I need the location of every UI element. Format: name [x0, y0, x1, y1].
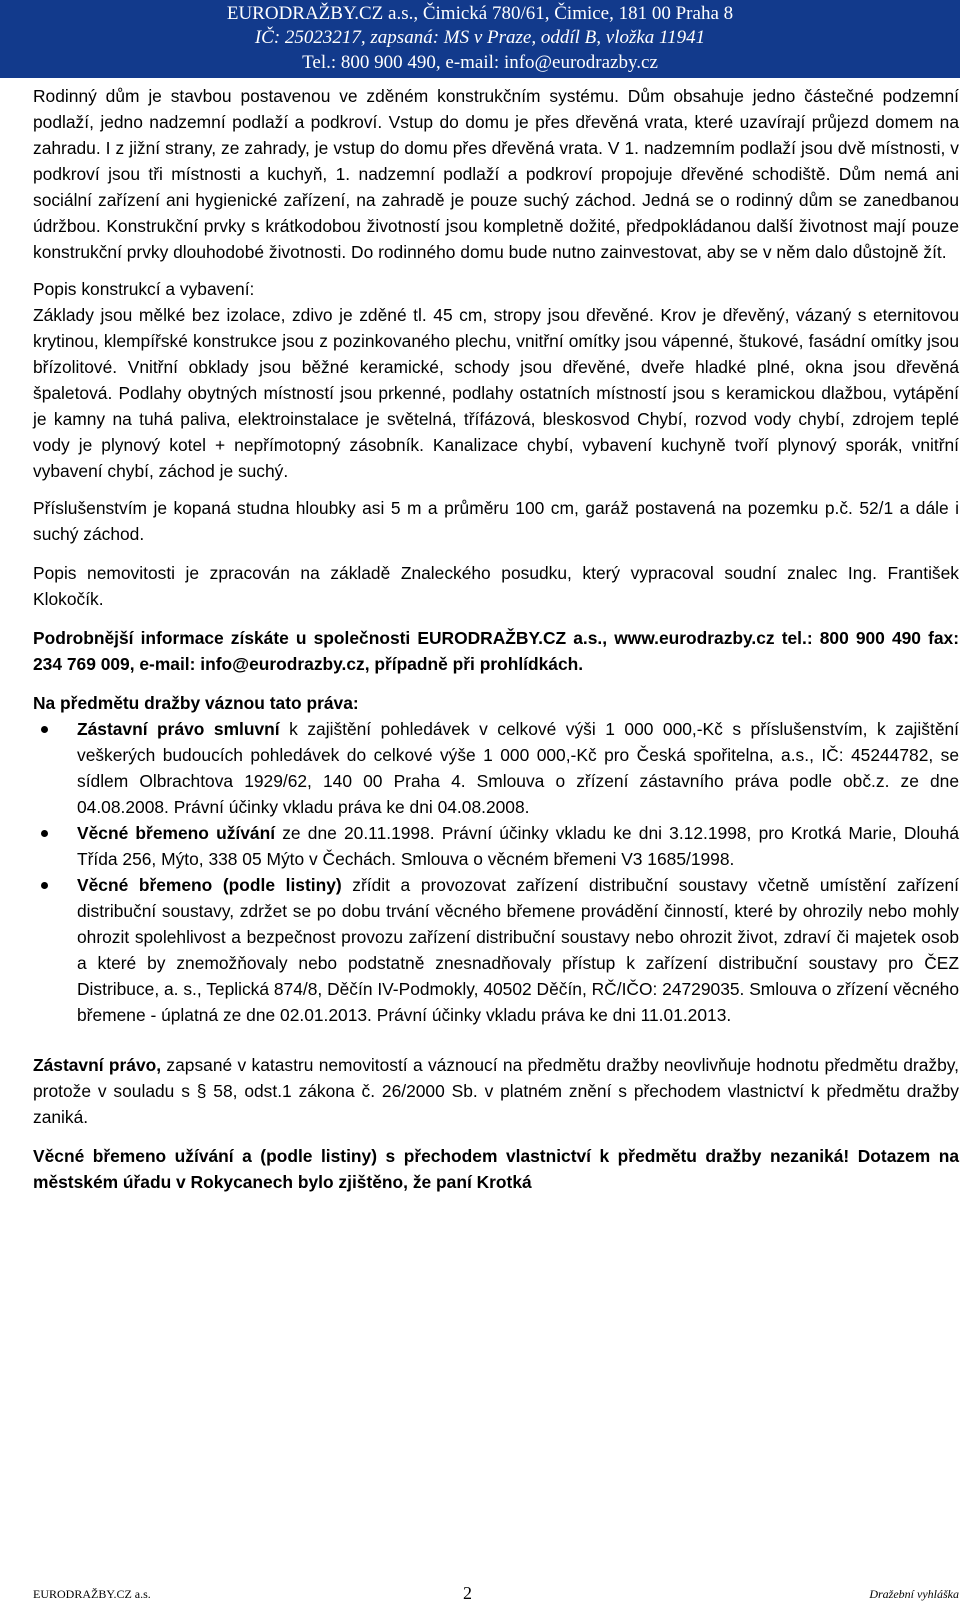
lien-paragraph: [33, 1052, 959, 1130]
lien-title: Zástavní právo,: [33, 1055, 162, 1075]
footer-document-title: Dražební vyhláška: [869, 1587, 959, 1601]
lien-text: zapsané v katastru nemovitostí a váznoucí na předmětu dražby neovlivňuje hodnotu předmětu dražby, protože v souladu s § 58, odst.1 zákona č. 26/2000 Sb. v platném znění s přechodem vlastnictví k předmětu dražby zaniká.: [33, 1055, 959, 1127]
page-footer: [33, 1585, 959, 1605]
right-text: ze dne 20.11.1998. Právní účinky vkladu ke dni 3.12.1998, pro Krotká Marie, Dlouhá Třída 256, Mýto, 338 05 Mýto v Čechách. Smlouva o věcném břemeni V3 1685/1998.: [77, 823, 959, 869]
construction-heading: Popis konstrukcí a vybavení:: [33, 279, 255, 299]
right-title: Věcné břemeno užívání: [77, 823, 276, 843]
list-item: [77, 716, 959, 820]
rights-heading: Na předmětu dražby váznou tato práva:: [33, 693, 359, 713]
right-title: Zástavní právo smluvní: [77, 719, 280, 739]
construction-text: Základy jsou mělké bez izolace, zdivo je zděné tl. 45 cm, stropy jsou dřevěné. Krov je dřevěný, vázaný s eternitovou krytinou, klempířské konstrukce jsou z pozinkovaného plechu, vnitřní omítky jsou vápenné, štukové, fasádní omítky jsou břízolitové. Vnitřní obklady jsou běžné keramické, schody jsou dřevěné, dveře hladké plné, okna jsou dřevěná špaletová. Podlahy obytných místností jsou prkenné, podlahy ostatních místností jsou s keramickou dlažbou, vytápění je kamny na tuhá paliva, elektroinstalace je světelná, třífázová, bleskosvod Chybí, rozvod vody chybí, zdrojem teplé vody je plynový kotel + nepřímotopný zásobník. Kanalizace chybí, vybavení kuchyně tvoří plynový sporák, vnitřní vybavení chybí, záchod je suchý.: [33, 305, 959, 481]
right-title: Věcné břemeno (podle listiny): [77, 875, 342, 895]
list-item: [77, 872, 959, 1028]
page-number: 2: [463, 1583, 472, 1603]
list-item: [77, 820, 959, 872]
header-contact: Tel.: 800 900 490, e-mail: info@eurodrazby.cz: [302, 52, 658, 73]
right-text: k zajištění pohledávek v celkové výši 1 000 000,-Kč s příslušenstvím, k zajištění veškerých budoucích pohledávek do celkové výše 1 000 000,-Kč pro Česká spořitelna, a.s., IČ: 45244782, se sídlem Olbrachtova 1929/62, 140 00 Praha 4. Smlouva o zřízení zástavního práva podle obč.z. ze dne 04.08.2008. Právní účinky vkladu práva ke dni 04.08.2008.: [77, 719, 959, 817]
footer-company: EURODRAŽBY.CZ a.s.: [33, 1587, 151, 1601]
contact-info: Podrobnější informace získáte u společnosti EURODRAŽBY.CZ a.s., www.eurodrazby.cz tel.: 800 900 490 fax: 234 769 009, e-mail: info@eurodrazby.cz, případně při prohlídkách.: [33, 628, 959, 674]
property-description: Rodinný dům je stavbou postavenou ve zděném konstrukčním systému. Dům obsahuje jedno částečné podzemní podlaží, jedno nadzemní podlaží a podkroví. Vstup do domu je přes dřevěná vrata, které uzavírají průjezd domem na zahradu. I z jižní strany, ze zahrady, je vstup do domu přes dřevěná vrata. V 1. nadzemním podlaží jsou dvě místnosti, v podkroví jsou tři místnosti a kuchyň, 1. nadzemní podlaží a podkroví propojuje dřevěné schodiště. Dům nemá ani sociální zařízení ani hygienické zařízení, na zahradě je pouze suchý záchod. Jedná se o rodinný dům se zanedbanou údržbou. Konstrukční prvky s krátkodobou životností jsou kompletně dožité, předpokládanou další životnost mají pouze konstrukční prvky dlouhodobé životnosti. Do rodinného domu bude nutno zainvestovat, aby se v něm dalo důstojně žít.: [33, 86, 959, 262]
document-body: [33, 83, 959, 1195]
right-text: zřídit a provozovat zařízení distribuční soustavy včetně umístění zařízení distribuční soustavy, zdržet se po dobu trvání věcného břemene provádění činností, které by ohrozily nebo mohly ohrozit spolehlivost a bezpečnost provozu zařízení distribuční soustavy nebo ohrozit život, zdraví či majetek osob a které by znemožňovaly nebo podstatně znesnadňovaly přístup k zařízení distribuční soustavy pro ČEZ Distribuce, a. s., Teplická 874/8, Děčín IV-Podmokly, 40502 Děčín, RČ/IČO: 24729035. Smlouva o zřízení věcného břemene - úplatná ze dne 02.01.2013. Právní účinky vkladu práva ke dni 11.01.2013.: [77, 875, 960, 1025]
accessories-text: Příslušenstvím je kopaná studna hloubky asi 5 m a průměru 100 cm, garáž postavená na pozemku p.č. 52/1 a dále i suchý záchod.: [33, 498, 959, 544]
rights-list: [33, 716, 959, 1028]
page-header: [0, 0, 960, 78]
source-text: Popis nemovitosti je zpracován na základě Znaleckého posudku, který vypracoval soudní znalec Ing. František Klokočík.: [33, 563, 959, 609]
easement-paragraph: Věcné břemeno užívání a (podle listiny) s přechodem vlastnictví k předmětu dražby nezaniká! Dotazem na městském úřadu v Rokycanech bylo zjištěno, že paní Krotká: [33, 1146, 959, 1192]
header-registration: IČ: 25023217, zapsaná: MS v Praze, oddíl B, vložka 11941: [254, 27, 706, 48]
header-company-address: EURODRAŽBY.CZ a.s., Čimická 780/61, Čimice, 181 00 Praha 8: [226, 3, 734, 24]
